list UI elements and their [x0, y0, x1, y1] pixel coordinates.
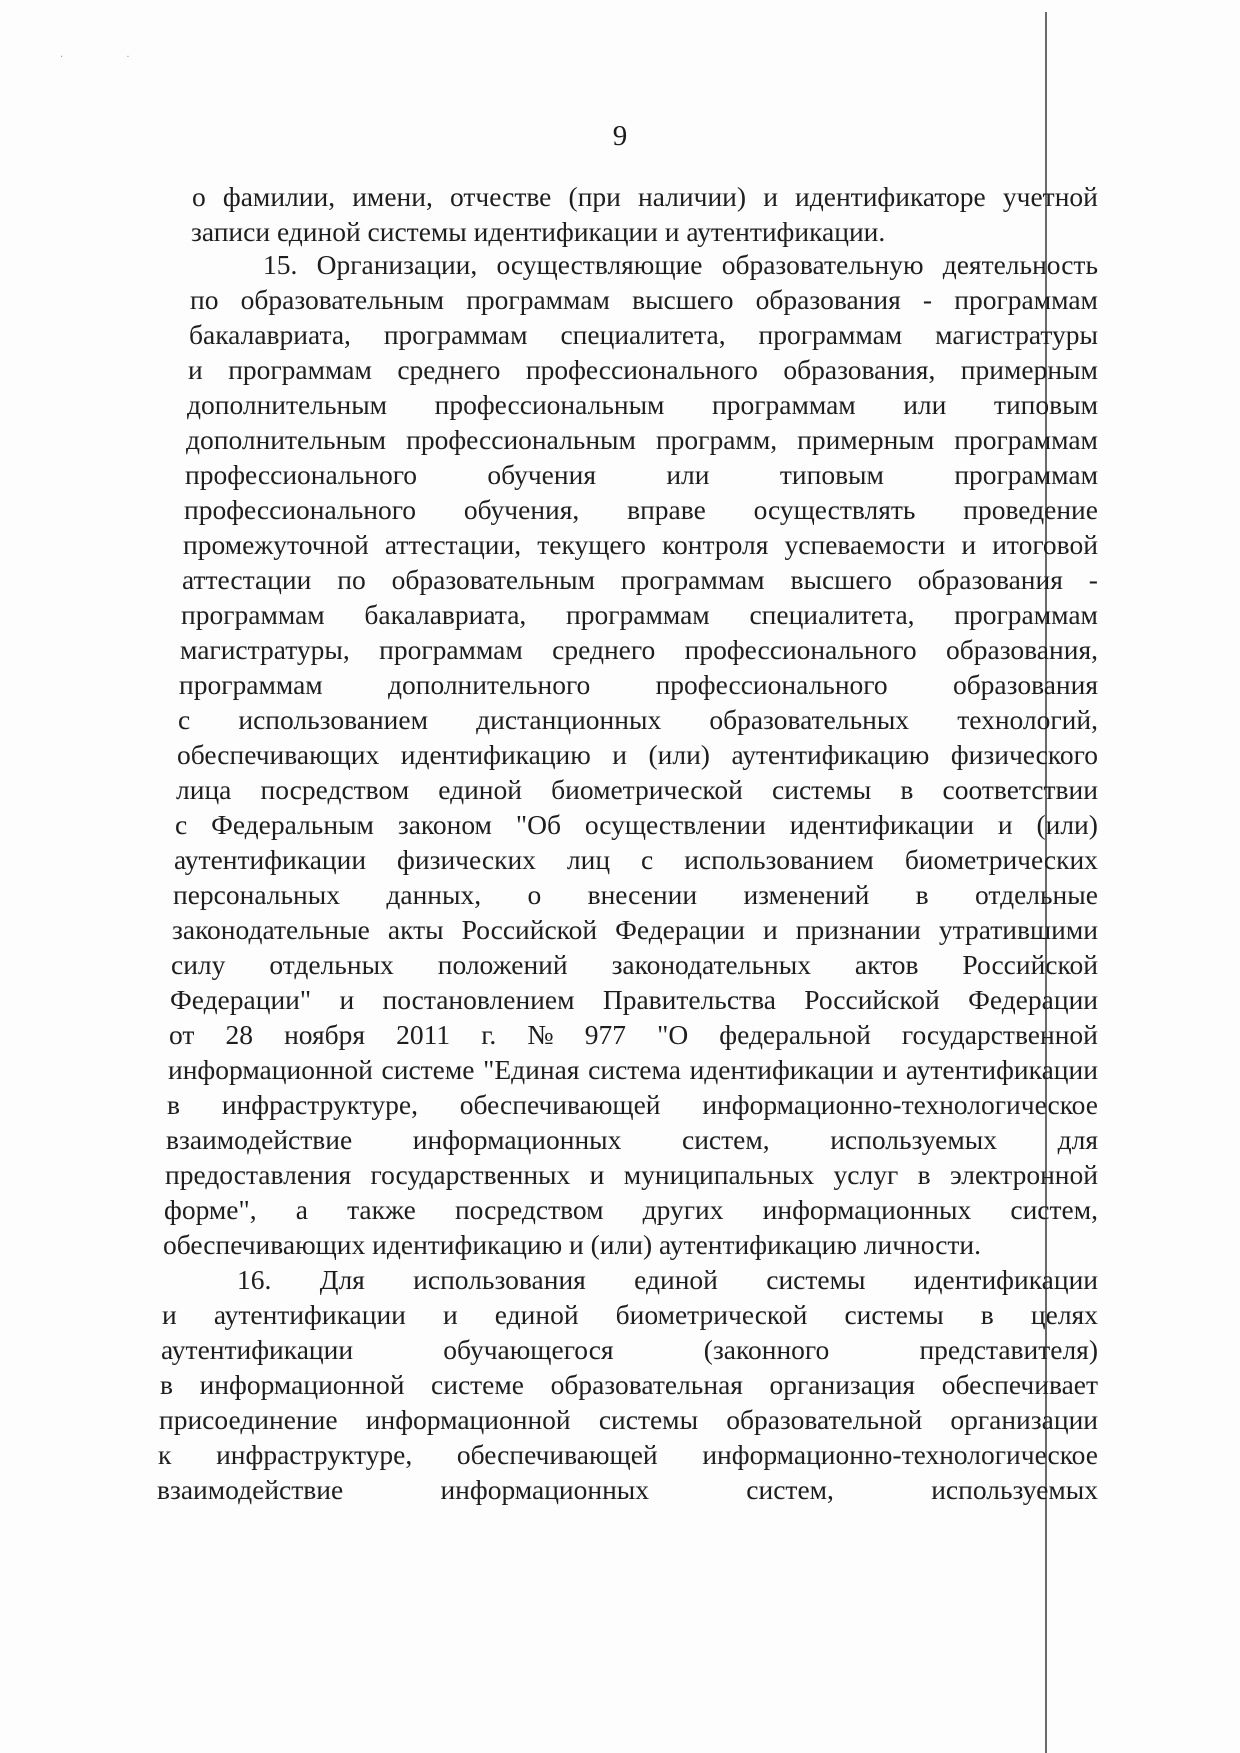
text-word: типовым — [993, 389, 1098, 420]
text-word: бакалавриата, — [189, 319, 351, 350]
text-word: информационно-технологическое — [702, 1089, 1098, 1120]
text-word: целях — [1030, 1299, 1098, 1330]
text-word: образовательным — [240, 284, 445, 315]
text-line — [189, 318, 1098, 352]
text-word: контроля — [662, 529, 769, 560]
text-line — [187, 388, 1098, 422]
text-word: единой — [634, 1264, 718, 1295]
text-word: образовательная — [550, 1369, 743, 1400]
text-word: законодательные — [172, 914, 370, 945]
text-word: идентификации — [689, 1054, 874, 1085]
text-word: образования, — [783, 354, 936, 385]
text-word: утратившими — [938, 914, 1098, 945]
text-word: № — [527, 1019, 554, 1050]
text-word: (или) — [648, 739, 710, 770]
text-word: примерным — [960, 354, 1098, 385]
text-word: системе — [381, 1054, 475, 1085]
text-word: использованием — [684, 844, 874, 875]
text-line — [165, 1158, 1098, 1192]
text-line — [167, 1088, 1098, 1122]
text-word: программам — [228, 354, 372, 385]
text-word: силу — [171, 949, 226, 980]
text-word: имени, — [352, 181, 433, 212]
text-word: инфраструктуре, — [221, 1089, 418, 1120]
text-word: системы — [598, 1404, 699, 1435]
text-word: Федерации" — [170, 984, 312, 1015]
text-line — [237, 1263, 1098, 1297]
text-line — [172, 913, 1098, 947]
text-word: программам — [712, 389, 856, 420]
text-word: программам — [466, 284, 610, 315]
text-word: аутентификацию — [731, 739, 930, 770]
text-word: программам — [954, 599, 1098, 630]
text-word: к — [158, 1439, 172, 1470]
page-number: 9 — [612, 120, 628, 152]
text-word: и — [882, 1054, 898, 1085]
text-word: Российской — [804, 984, 940, 1015]
text-word: системы — [772, 774, 872, 805]
text-word: программам — [954, 284, 1098, 315]
text-word: магистратуры — [935, 319, 1098, 350]
text-word: дистанционных — [476, 704, 662, 735]
text-line — [162, 1298, 1098, 1332]
text-word: других — [642, 1194, 724, 1225]
text-word: отдельных — [269, 949, 394, 980]
text-line — [183, 528, 1098, 562]
text-word: деятельность — [942, 249, 1098, 280]
text-word: дополнительным — [186, 424, 387, 455]
text-word: государственных — [370, 1159, 571, 1190]
text-word: актов — [854, 949, 919, 980]
text-word: аттестации, — [384, 529, 522, 560]
text-word: примерным — [797, 424, 935, 455]
text-word: учетной — [1002, 181, 1098, 212]
text-word: осуществлять — [753, 494, 916, 525]
text-word: в — [915, 879, 929, 910]
text-word: законом — [397, 809, 492, 840]
text-line — [263, 248, 1098, 282]
text-word: данных, — [386, 879, 482, 910]
text-word: - — [922, 284, 933, 315]
text-word: образовательной — [726, 1404, 923, 1435]
text-word: аттестации — [182, 564, 312, 595]
scan-specks: · · — [60, 52, 160, 63]
text-word: представителя) — [919, 1334, 1098, 1365]
text-word: программам — [566, 599, 710, 630]
text-word: программам — [954, 459, 1098, 490]
text-word: Российской — [461, 914, 598, 945]
text-word: типовым — [779, 459, 884, 490]
text-word: обеспечивающих идентификацию и (или) аутентификацию личности. — [163, 1229, 982, 1260]
text-word: аутентификации — [174, 844, 367, 875]
text-word: (законного — [703, 1334, 830, 1365]
text-word: и — [763, 181, 778, 212]
text-word: единой — [494, 1299, 579, 1330]
text-word: идентификацию — [400, 739, 591, 770]
text-word: посредством — [454, 1194, 604, 1225]
text-word: форме", — [164, 1194, 257, 1225]
text-word: вправе — [627, 494, 706, 525]
text-line — [163, 1228, 1000, 1262]
text-word: с — [175, 809, 188, 840]
text-word: физических — [397, 844, 536, 875]
text-word: высшего — [632, 284, 734, 315]
text-word: обучающегося — [443, 1334, 614, 1365]
text-line — [188, 353, 1098, 387]
text-word: образования — [952, 669, 1098, 700]
text-word: идентификации — [789, 809, 974, 840]
text-word: промежуточной — [183, 529, 369, 560]
text-word: г. — [481, 1019, 497, 1050]
text-word: используемых — [830, 1124, 998, 1155]
text-word: услуг — [833, 1159, 899, 1190]
text-word: и — [589, 1159, 605, 1190]
text-word: Для — [319, 1264, 365, 1295]
text-word: дополнительным — [187, 389, 388, 420]
text-line — [158, 1438, 1098, 1472]
text-word: с — [641, 844, 654, 875]
text-word: Организации, — [316, 249, 478, 280]
text-line — [191, 215, 895, 249]
text-word: аутентификации — [213, 1299, 406, 1330]
text-word: обеспечивающих — [177, 739, 380, 770]
text-word: информационной — [168, 1054, 373, 1085]
text-word: внесении — [587, 879, 698, 910]
text-word: в — [160, 1369, 173, 1400]
text-word: персональных — [173, 879, 341, 910]
text-word: "О — [657, 1019, 689, 1050]
text-word: программам — [179, 669, 323, 700]
text-word: 16. — [237, 1264, 272, 1295]
text-word: единой — [438, 774, 522, 805]
text-line — [182, 563, 1098, 597]
text-word: идентификации — [913, 1264, 1098, 1295]
text-word: обеспечивающей — [456, 1439, 658, 1470]
text-word: взаимодействие — [157, 1474, 344, 1505]
text-word: или — [666, 459, 710, 490]
text-word: акты — [387, 914, 444, 945]
text-word: Российской — [962, 949, 1098, 980]
text-word: программам — [383, 319, 528, 350]
text-word: программам — [954, 424, 1098, 455]
text-line — [168, 1053, 1098, 1087]
text-word: обеспечивает — [941, 1369, 1098, 1400]
text-word: 2011 — [396, 1019, 451, 1050]
text-word: успеваемости — [784, 529, 946, 560]
text-word: в — [167, 1089, 180, 1120]
text-word: информационной — [199, 1369, 405, 1400]
text-word: положений — [437, 949, 568, 980]
text-word: и — [339, 984, 355, 1015]
text-line — [176, 773, 1098, 807]
text-word: о — [527, 879, 542, 910]
text-word: инфраструктуре, — [216, 1439, 413, 1470]
text-word: технологий, — [957, 704, 1098, 735]
text-line — [171, 948, 1098, 982]
text-line — [173, 878, 1098, 912]
text-word: или — [903, 389, 947, 420]
text-word: информационной — [365, 1404, 571, 1435]
text-line — [175, 808, 1098, 842]
text-word: в — [917, 1159, 931, 1190]
text-word: специалитета, — [560, 319, 726, 350]
text-word: профессиональным — [406, 424, 636, 455]
text-word: организация — [769, 1369, 916, 1400]
text-word: идентификаторе — [795, 181, 986, 212]
text-line — [169, 1018, 1098, 1052]
text-word: профессионального — [185, 459, 418, 490]
text-word: предоставления — [165, 1159, 352, 1190]
text-line — [178, 703, 1098, 737]
text-word: "Об — [515, 809, 561, 840]
text-word: системе — [431, 1369, 524, 1400]
text-word: дополнительного — [387, 669, 591, 700]
text-word: постановлением — [382, 984, 575, 1015]
text-word: информационных — [762, 1194, 972, 1225]
text-word: образовательным — [391, 564, 595, 595]
text-word: биометрических — [904, 844, 1098, 875]
text-word: изменений — [743, 879, 870, 910]
text-word: образования, — [946, 634, 1098, 665]
text-word: законодательных — [611, 949, 811, 980]
text-word: специалитета, — [749, 599, 915, 630]
text-word: лиц — [566, 844, 611, 875]
text-line — [190, 283, 1098, 317]
text-word: информационно-технологическое — [702, 1439, 1098, 1470]
text-word: аутентификации — [905, 1054, 1098, 1085]
text-word: также — [347, 1194, 416, 1225]
text-word: соответствии — [942, 774, 1098, 805]
text-word: записи единой системы идентификации и аутентификации. — [191, 216, 886, 247]
text-word: в — [900, 774, 914, 805]
text-word: профессионального — [184, 494, 417, 525]
text-line — [174, 843, 1098, 877]
text-word: системы — [766, 1264, 866, 1295]
text-word: и — [162, 1299, 177, 1330]
text-word: физического — [950, 739, 1098, 770]
text-word: образования — [917, 564, 1063, 595]
text-word: в — [980, 1299, 994, 1330]
text-word: и — [997, 809, 1013, 840]
text-word: систем, — [1010, 1194, 1098, 1225]
text-word: муниципальных — [623, 1159, 815, 1190]
text-word: программам — [181, 599, 325, 630]
text-word: систем, — [681, 1124, 770, 1155]
text-word: образования — [755, 284, 901, 315]
text-word: (или) — [1036, 809, 1098, 840]
text-word: от — [169, 1019, 195, 1050]
text-word: 15. — [263, 249, 298, 280]
text-word: отдельные — [975, 879, 1098, 910]
text-word: Федерации — [615, 914, 745, 945]
text-line — [185, 458, 1098, 492]
text-word: и — [442, 1299, 458, 1330]
text-word: информационных — [440, 1474, 650, 1505]
text-line — [192, 180, 1098, 214]
text-word: а — [295, 1194, 308, 1225]
text-word: федеральной — [719, 1019, 871, 1050]
text-line — [164, 1193, 1098, 1227]
text-word: бакалавриата, — [364, 599, 527, 630]
text-word: профессионального — [684, 634, 917, 665]
text-word: использования — [413, 1264, 586, 1295]
text-word: среднего — [397, 354, 501, 385]
text-word: магистратуры, — [180, 634, 350, 665]
text-word: аутентификации — [161, 1334, 354, 1365]
text-word: лица — [176, 774, 232, 805]
text-word: обеспечивающей — [459, 1089, 661, 1120]
text-word: образовательных — [709, 704, 910, 735]
text-word: и — [188, 354, 203, 385]
text-word: наличии) — [638, 181, 747, 212]
text-word: программам — [620, 564, 765, 595]
text-word: ноября — [284, 1019, 366, 1050]
text-word: программам — [758, 319, 903, 350]
text-line — [186, 423, 1098, 457]
text-word: и — [961, 529, 977, 560]
text-word: присоединение — [159, 1404, 338, 1435]
text-word: Федерации — [968, 984, 1098, 1015]
text-word: информационных — [412, 1124, 622, 1155]
text-line — [166, 1123, 1098, 1157]
text-line — [157, 1473, 1098, 1507]
text-word: с — [178, 704, 191, 735]
text-word: (при — [568, 181, 621, 212]
text-line — [161, 1333, 1098, 1367]
text-word: фамилии, — [222, 181, 336, 212]
text-line — [177, 738, 1098, 772]
text-line — [179, 668, 1098, 702]
text-word: 28 — [225, 1019, 253, 1050]
text-word: - — [1088, 564, 1098, 595]
text-word: обучения, — [463, 494, 580, 525]
text-word: профессионального — [655, 669, 888, 700]
text-word: Федеральным — [211, 809, 374, 840]
text-word: "Единая — [483, 1054, 580, 1085]
text-word: программ, — [655, 424, 778, 455]
text-word: по — [190, 284, 219, 315]
text-word: взаимодействие — [166, 1124, 353, 1155]
text-line — [184, 493, 1098, 527]
text-word: обучения — [487, 459, 596, 490]
text-word: признании — [795, 914, 921, 945]
text-word: профессионального — [525, 354, 758, 385]
text-word: для — [1057, 1124, 1098, 1155]
text-word: Правительства — [602, 984, 776, 1015]
text-line — [159, 1403, 1098, 1437]
text-word: осуществляющие — [496, 249, 703, 280]
text-word: биометрической — [551, 774, 743, 805]
text-word: о — [192, 181, 206, 212]
text-word: используемых — [931, 1474, 1098, 1505]
text-word: итоговой — [992, 529, 1098, 560]
text-word: посредством — [260, 774, 410, 805]
text-line — [181, 598, 1098, 632]
text-word: электронной — [950, 1159, 1098, 1190]
text-word: и — [763, 914, 778, 945]
text-word: среднего — [552, 634, 656, 665]
text-word: система — [588, 1054, 681, 1085]
text-word: использованием — [238, 704, 428, 735]
text-word: и — [612, 739, 627, 770]
text-word: осуществлении — [584, 809, 766, 840]
text-word: профессиональным — [434, 389, 665, 420]
text-line — [180, 633, 1098, 667]
text-word: по — [337, 564, 366, 595]
text-word: высшего — [790, 564, 892, 595]
text-word: отчестве — [450, 181, 552, 212]
text-word: образовательную — [721, 249, 924, 280]
text-word: организации — [950, 1404, 1098, 1435]
text-line — [160, 1368, 1098, 1402]
text-word: 977 — [584, 1019, 626, 1050]
text-word: проведение — [963, 494, 1098, 525]
text-word: системы — [844, 1299, 944, 1330]
text-word: текущего — [537, 529, 646, 560]
text-word: программам — [379, 634, 523, 665]
text-word: биометрической — [615, 1299, 808, 1330]
text-line — [170, 983, 1098, 1017]
text-word: систем, — [746, 1474, 834, 1505]
text-word: государственной — [901, 1019, 1098, 1050]
